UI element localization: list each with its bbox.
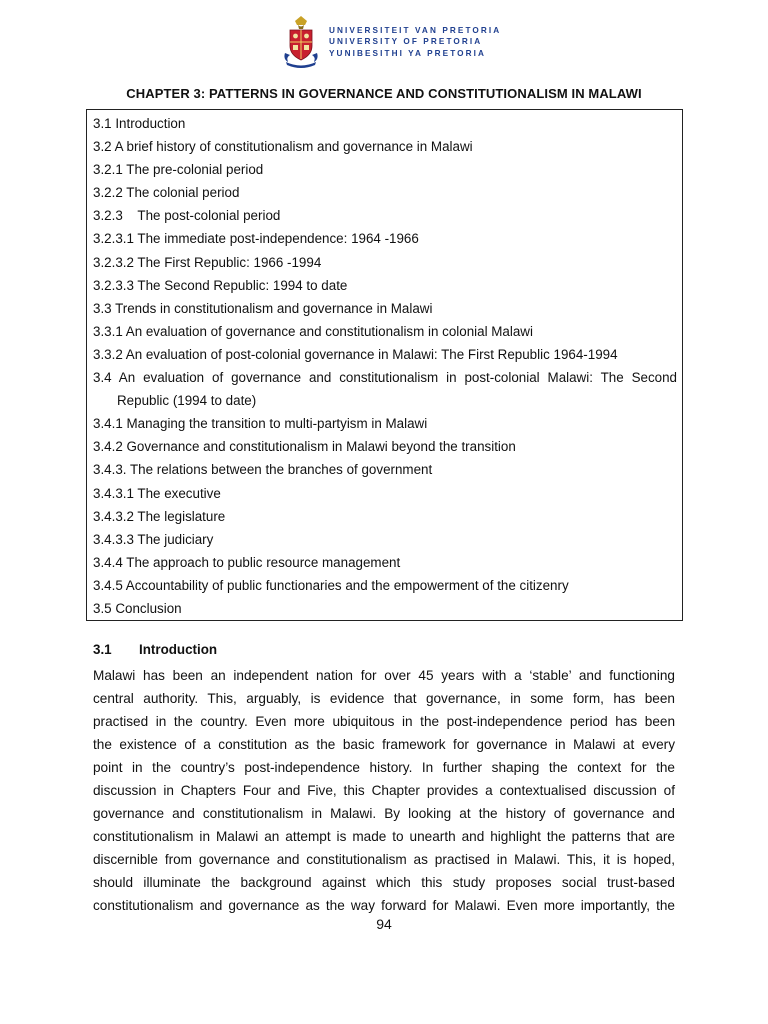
chapter-title: CHAPTER 3: PATTERNS IN GOVERNANCE AND CONSTITUTIONALISM IN MALAWI <box>126 86 642 101</box>
paragraph-line: the existence of a constitution as the basic framework for governance in Malawi at every <box>93 737 675 752</box>
university-name-afrikaans: UNIVERSITEIT VAN PRETORIA <box>329 25 502 35</box>
toc-item: 3.4.3.2 The legislature <box>93 508 226 524</box>
toc-item: 3.4.3.3 The judiciary <box>93 531 214 547</box>
toc-item: 3.2.3 The post-colonial period <box>93 208 281 224</box>
toc-item: 3.1 Introduction <box>93 116 186 131</box>
toc-list <box>93 112 677 620</box>
toc-item: 3.4.3.1 The executive <box>93 485 221 501</box>
paragraph-line: constitutionalism in Malawi an attempt is made to unearth and highlight the patterns that are <box>93 829 675 844</box>
paragraph-line: practised in the country. Even more ubiquitous in the post-independence period has been <box>93 714 675 729</box>
page-number: 94 <box>376 916 392 932</box>
university-names <box>329 25 501 60</box>
paragraph-line: constitutionalism and governance as the way forward for Malawi. Even more importantly, the <box>93 898 675 913</box>
toc-item: 3.2.3.2 The First Republic: 1966 -1994 <box>93 254 322 270</box>
toc-item: 3.4.1 Managing the transition to multi-partyism in Malawi <box>93 416 428 432</box>
section-heading <box>93 642 217 657</box>
toc-item: 3.2.2 The colonial period <box>93 185 240 201</box>
toc-item: 3.4.2 Governance and constitutionalism in Malawi beyond the transition <box>93 439 516 455</box>
section-number: 3.1 <box>93 642 112 657</box>
toc-item: 3.3.1 An evaluation of governance and constitutionalism in colonial Malawi <box>93 323 533 339</box>
toc-item: 3.3.2 An evaluation of post-colonial governance in Malawi: The First Republic 1964-1994 <box>93 346 618 362</box>
paragraph-line: governance and constitutionalism in Malawi. By looking at the history of governance and <box>93 806 675 821</box>
toc-item: 3.4.4 The approach to public resource management <box>93 554 401 570</box>
toc-item: 3.2.3.1 The immediate post-independence: 1964 -1966 <box>93 231 419 247</box>
crest-icon <box>281 15 321 69</box>
university-name-sepedi: YUNIBESITHI YA PRETORIA <box>329 48 487 58</box>
paragraph-line: point in the country’s post-independence history. In further shaping the context for the <box>93 760 675 775</box>
toc-item: 3.3 Trends in constitutionalism and governance in Malawi <box>93 300 433 316</box>
paragraph-line: should illuminate the background against which this study proposes social trust-based <box>93 875 675 890</box>
toc-item: 3.4.3. The relations between the branches of government <box>93 462 433 478</box>
body-paragraph <box>93 664 675 917</box>
toc-item: 3.4.5 Accountability of public functionaries and the empowerment of the citizenry <box>93 577 569 593</box>
paragraph-line: central authority. This, arguably, is evidence that governance, in some form, has been <box>93 691 675 706</box>
university-name-english: UNIVERSITY OF PRETORIA <box>329 37 483 47</box>
toc-item: 3.2 A brief history of constitutionalism and governance in Malawi <box>93 139 473 155</box>
toc-item: 3.2.1 The pre-colonial period <box>93 162 264 178</box>
paragraph-line: discussion in Chapters Four and Five, this Chapter provides a contextualised discussion of <box>93 783 675 798</box>
paragraph-line: Malawi has been an independent nation for over 45 years with a ‘stable’ and functioning <box>93 668 675 683</box>
section-title: Introduction <box>139 642 218 657</box>
toc-item-continuation: Republic (1994 to date) <box>117 393 257 409</box>
university-logo <box>281 14 501 70</box>
paragraph-line: discernible from governance and constitutionalism as practised in Malawi. This, it is hoped, <box>93 852 675 867</box>
toc-item: 3.4 An evaluation of governance and constitutionalism in post-colonial Malawi: The Second <box>93 370 677 386</box>
toc-item: 3.2.3.3 The Second Republic: 1994 to date <box>93 277 348 293</box>
toc-item: 3.5 Conclusion <box>93 600 182 616</box>
table-of-contents <box>86 109 683 621</box>
